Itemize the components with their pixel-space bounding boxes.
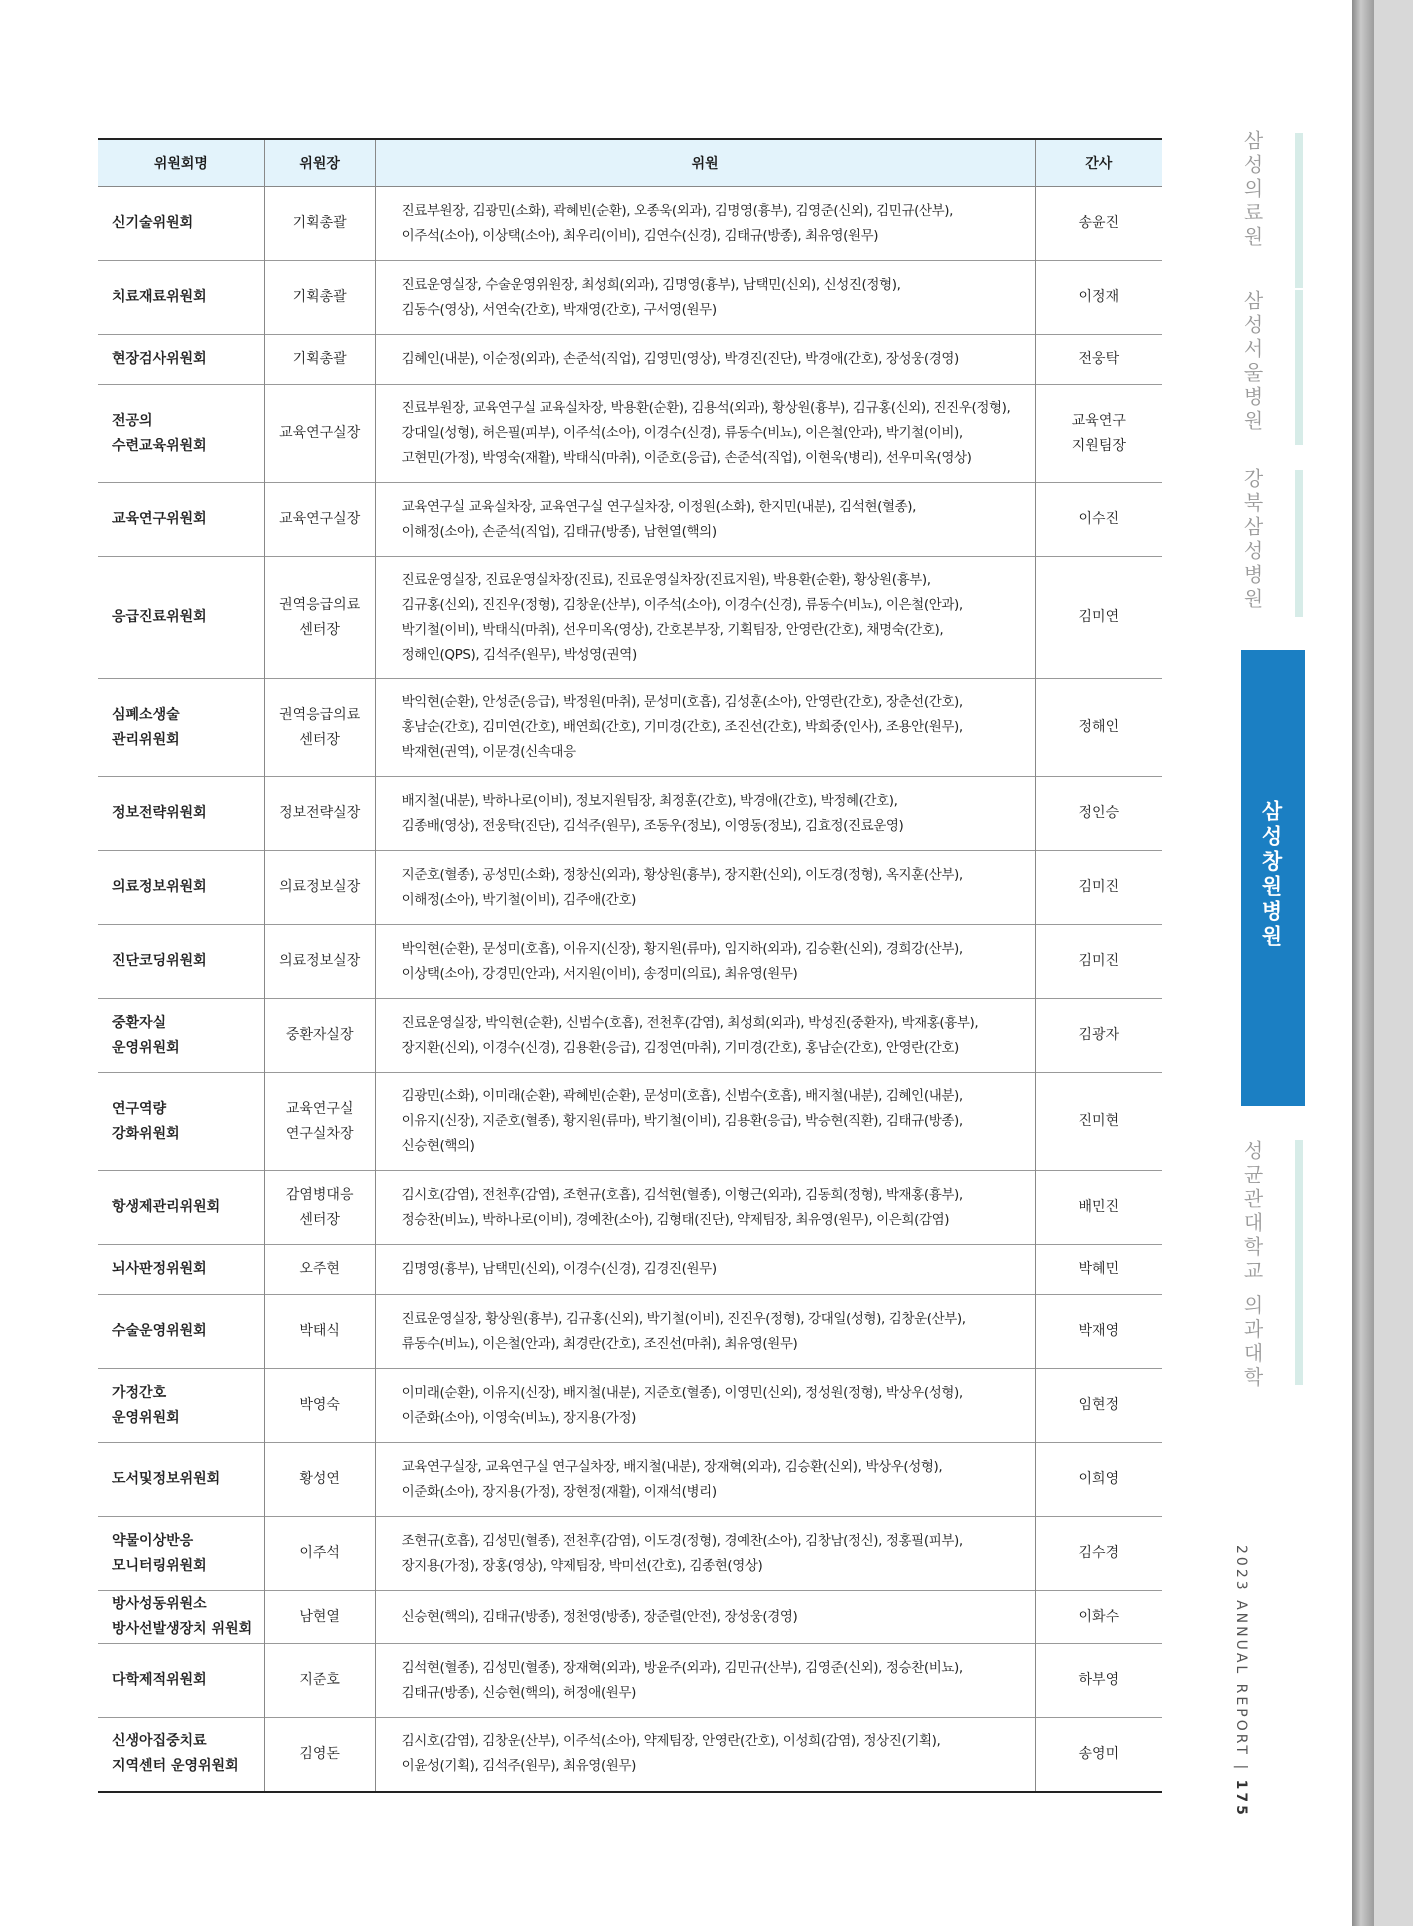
secretary-cell: 진미현 — [1035, 1073, 1162, 1171]
table-row — [98, 1295, 1162, 1369]
table-row — [98, 1369, 1162, 1443]
table-row — [98, 1644, 1162, 1718]
members-cell: 이미래(순환), 이유지(신장), 배지철(내분), 지준호(혈종), 이영민(신외), 정성원(정형), 박상우(성형), 이준화(소아), 이영숙(비뇨), 장지용(가정) — [375, 1369, 1035, 1443]
chair-cell: 기획총괄 — [264, 335, 375, 385]
committee-name-cell: 심폐소생술 관리위원회 — [98, 679, 264, 777]
members-cell: 조현규(호흡), 김성민(혈종), 전천후(감염), 이도경(정형), 경예찬(소아), 김창남(정신), 정홍필(피부), 장지용(가정), 장홍(영상), 약제팀장, 박미선(간호), 김종현(영상) — [375, 1517, 1035, 1591]
side-tab-samsung-changwon[interactable]: 삼성창원병원 — [1259, 800, 1283, 950]
members-cell: 진료운영실장, 황상원(흉부), 김규홍(신외), 박기철(이비), 진진우(정형), 강대일(성형), 김창운(산부), 류동수(비뇨), 이은철(안과), 최경란(간호), 조진선(마취), 최유영(원무) — [375, 1295, 1035, 1369]
committee-name-cell: 다학제적위원회 — [98, 1644, 264, 1718]
side-tab-skku-medicine[interactable]: 성균관대학교 의과대학 — [1240, 1140, 1264, 1391]
chair-cell: 기획총괄 — [264, 261, 375, 335]
secretary-cell: 김미진 — [1035, 925, 1162, 999]
members-cell: 진료부원장, 김광민(소화), 곽혜빈(순환), 오종욱(외과), 김명영(흉부), 김영준(신외), 김민규(산부), 이주석(소아), 이상택(소아), 최우리(이비), 김연수(신경), 김태규(방종), 최유영(원무) — [375, 187, 1035, 261]
committee-name-cell: 중환자실 운영위원회 — [98, 999, 264, 1073]
table-row — [98, 1171, 1162, 1245]
members-cell: 교육연구실장, 교육연구실 연구실차장, 배지철(내분), 장재혁(외과), 김승환(신외), 박상우(성형), 이준화(소아), 장지용(가정), 장현정(재활), 이재석(병리) — [375, 1443, 1035, 1517]
committee-name-cell: 신생아집중치료 지역센터 운영위원회 — [98, 1718, 264, 1792]
secretary-cell: 송윤진 — [1035, 187, 1162, 261]
side-tab-samsung-medical[interactable]: 삼성의료원 — [1240, 130, 1264, 250]
committee-name-cell: 약물이상반응 모니터링위원회 — [98, 1517, 264, 1591]
committee-name-cell: 신기술위원회 — [98, 187, 264, 261]
table-row — [98, 1718, 1162, 1792]
secretary-cell: 임현정 — [1035, 1369, 1162, 1443]
page-edge — [1352, 0, 1374, 1926]
tab-bar-5 — [1295, 1140, 1303, 1385]
chair-cell: 감염병대응 센터장 — [264, 1171, 375, 1245]
header-members: 위원 — [375, 139, 1035, 187]
table-row — [98, 679, 1162, 777]
table-row — [98, 1591, 1162, 1644]
members-cell: 김명영(흉부), 남택민(신외), 이경수(신경), 김경진(원무) — [375, 1245, 1035, 1295]
committee-name-cell: 정보전략위원회 — [98, 777, 264, 851]
table-row — [98, 187, 1162, 261]
secretary-cell: 이화수 — [1035, 1591, 1162, 1644]
committee-name-cell: 도서및정보위원회 — [98, 1443, 264, 1517]
header-secretary: 간사 — [1035, 139, 1162, 187]
secretary-cell: 김미연 — [1035, 557, 1162, 679]
members-cell: 김석현(혈종), 김성민(혈종), 장재혁(외과), 방윤주(외과), 김민규(산부), 김영준(신외), 정승찬(비뇨), 김태규(방종), 신승현(핵의), 허정애(원무) — [375, 1644, 1035, 1718]
secretary-cell: 이희영 — [1035, 1443, 1162, 1517]
secretary-cell: 김미진 — [1035, 851, 1162, 925]
members-cell: 김혜인(내분), 이순정(외과), 손준석(직업), 김영민(영상), 박경진(진단), 박경애(간호), 장성웅(경영) — [375, 335, 1035, 385]
committee-table — [98, 138, 1162, 1793]
secretary-cell: 이정재 — [1035, 261, 1162, 335]
committee-name-cell: 전공의 수련교육위원회 — [98, 385, 264, 483]
secretary-cell: 교육연구 지원팀장 — [1035, 385, 1162, 483]
chair-cell: 기획총괄 — [264, 187, 375, 261]
members-cell: 김시호(감염), 전천후(감염), 조현규(호흡), 김석현(혈종), 이형근(외과), 김동희(정형), 박재홍(흉부), 정승찬(비뇨), 박하나로(이비), 경예찬(소아), 김형태(진단), 약제팀장, 최유영(원무), 이은희(감염) — [375, 1171, 1035, 1245]
chair-cell: 황성연 — [264, 1443, 375, 1517]
chair-cell: 권역응급의료 센터장 — [264, 679, 375, 777]
members-cell: 진료운영실장, 수술운영위원장, 최성희(외과), 김명영(흉부), 남택민(신외), 신성진(정형), 김동수(영상), 서연숙(간호), 박재영(간호), 구서영(원무) — [375, 261, 1035, 335]
secretary-cell: 박혜민 — [1035, 1245, 1162, 1295]
committee-name-cell: 뇌사판정위원회 — [98, 1245, 264, 1295]
chair-cell: 권역응급의료 센터장 — [264, 557, 375, 679]
table-row — [98, 999, 1162, 1073]
chair-cell: 이주석 — [264, 1517, 375, 1591]
secretary-cell: 이수진 — [1035, 483, 1162, 557]
committee-name-cell: 의료정보위원회 — [98, 851, 264, 925]
tab-bar-1 — [1295, 133, 1303, 288]
secretary-cell: 정인승 — [1035, 777, 1162, 851]
members-cell: 신승현(핵의), 김태규(방종), 정천영(방종), 장준렬(안전), 장성웅(경영) — [375, 1591, 1035, 1644]
table-row — [98, 1443, 1162, 1517]
chair-cell: 박영숙 — [264, 1369, 375, 1443]
table-row — [98, 1245, 1162, 1295]
footer-separator: | — [1233, 1764, 1249, 1773]
members-cell: 배지철(내분), 박하나로(이비), 정보지원팀장, 최정훈(간호), 박경애(간호), 박정혜(간호), 김종배(영상), 전웅탁(진단), 김석주(원무), 조동우(정보), 이영동(정보), 김효정(진료운영) — [375, 777, 1035, 851]
table-row — [98, 261, 1162, 335]
table-row — [98, 1517, 1162, 1591]
table-row — [98, 777, 1162, 851]
committee-name-cell: 응급진료위원회 — [98, 557, 264, 679]
members-cell: 김시호(감염), 김창운(산부), 이주석(소아), 약제팀장, 안영란(간호), 이성희(감염), 정상진(기획), 이윤성(기획), 김석주(원무), 최유영(원무) — [375, 1718, 1035, 1792]
committee-name-cell: 교육연구위원회 — [98, 483, 264, 557]
secretary-cell: 김광자 — [1035, 999, 1162, 1073]
table-row — [98, 335, 1162, 385]
committee-name-cell: 가정간호 운영위원회 — [98, 1369, 264, 1443]
chair-cell: 교육연구실장 — [264, 483, 375, 557]
chair-cell: 중환자실장 — [264, 999, 375, 1073]
chair-cell: 박태식 — [264, 1295, 375, 1369]
table-row — [98, 483, 1162, 557]
secretary-cell: 송영미 — [1035, 1718, 1162, 1792]
page-number: 175 — [1233, 1779, 1249, 1818]
side-tab-samsung-seoul[interactable]: 삼성서울병원 — [1240, 290, 1264, 434]
secretary-cell: 배민진 — [1035, 1171, 1162, 1245]
secretary-cell: 김수경 — [1035, 1517, 1162, 1591]
chair-cell: 의료정보실장 — [264, 925, 375, 999]
header-committee: 위원회명 — [98, 139, 264, 187]
secretary-cell: 전웅탁 — [1035, 335, 1162, 385]
members-cell: 진료부원장, 교육연구실 교육실차장, 박용환(순환), 김용석(외과), 황상원(흉부), 김규홍(신외), 진진우(정형), 강대일(성형), 허은필(피부), 이주석(소아), 이경수(신경), 류동수(비뇨), 이은철(안과), 박기철(이비), 고현민(가정), 박영숙(재활), 박태식(마취), 이준호(응급), 손준석(직업), 이현욱(병리), 선우미옥(영상) — [375, 385, 1035, 483]
members-cell: 교육연구실 교육실차장, 교육연구실 연구실차장, 이정원(소화), 한지민(내분), 김석현(혈종), 이해정(소아), 손준석(직업), 김태규(방종), 남현열(핵의) — [375, 483, 1035, 557]
chair-cell: 교육연구실장 — [264, 385, 375, 483]
chair-cell: 의료정보실장 — [264, 851, 375, 925]
members-cell: 진료운영실장, 진료운영실차장(진료), 진료운영실차장(진료지원), 박용환(순환), 황상원(흉부), 김규홍(신외), 진진우(정형), 김창운(산부), 이주석(소아), 이경수(신경), 류동수(비뇨), 이은철(안과), 박기철(이비), 박태식(마취), 선우미옥(영상), 간호본부장, 기획팀장, 안영란(간호), 채명숙(간호), 정해인(QPS), 김석주(원무), 박성영(권역) — [375, 557, 1035, 679]
chair-cell: 정보전략실장 — [264, 777, 375, 851]
chair-cell: 김영돈 — [264, 1718, 375, 1792]
committee-name-cell: 진단코딩위원회 — [98, 925, 264, 999]
table-row — [98, 925, 1162, 999]
page-footer — [1233, 1545, 1249, 1818]
chair-cell: 지준호 — [264, 1644, 375, 1718]
committee-name-cell: 항생제관리위원회 — [98, 1171, 264, 1245]
table-row — [98, 385, 1162, 483]
secretary-cell: 하부영 — [1035, 1644, 1162, 1718]
table-row — [98, 557, 1162, 679]
side-tab-kangbuk-samsung[interactable]: 강북삼성병원 — [1240, 468, 1264, 612]
secretary-cell: 정해인 — [1035, 679, 1162, 777]
chair-cell: 교육연구실 연구실차장 — [264, 1073, 375, 1171]
table-row — [98, 1073, 1162, 1171]
committee-name-cell: 방사성동위원소 방사선발생장치 위원회 — [98, 1591, 264, 1644]
header-chair: 위원장 — [264, 139, 375, 187]
table-row — [98, 851, 1162, 925]
members-cell: 박익현(순환), 문성미(호흡), 이유지(신장), 황지원(류마), 임지하(외과), 김승환(신외), 경희강(산부), 이상택(소아), 강경민(안과), 서지원(이비), 송정미(의료), 최유영(원무) — [375, 925, 1035, 999]
table-header-row — [98, 139, 1162, 187]
members-cell: 김광민(소화), 이미래(순환), 곽혜빈(순환), 문성미(호흡), 신범수(호흡), 배지철(내분), 김혜인(내분), 이유지(신장), 지준호(혈종), 황지원(류마), 박기철(이비), 김용환(응급), 박승현(직환), 김태규(방종), 신승현(핵의) — [375, 1073, 1035, 1171]
committee-name-cell: 치료재료위원회 — [98, 261, 264, 335]
members-cell: 지준호(혈종), 공성민(소화), 정창신(외과), 황상원(흉부), 장지환(신외), 이도경(정형), 옥지훈(산부), 이해정(소아), 박기철(이비), 김주애(간호) — [375, 851, 1035, 925]
chair-cell: 남현열 — [264, 1591, 375, 1644]
members-cell: 진료운영실장, 박익현(순환), 신범수(호흡), 전천후(감염), 최성희(외과), 박성진(중환자), 박재홍(흉부), 장지환(신외), 이경수(신경), 김용환(응급), 김정연(마취), 기미경(간호), 홍남순(간호), 안영란(간호) — [375, 999, 1035, 1073]
members-cell: 박익현(순환), 안성준(응급), 박정원(마취), 문성미(호흡), 김성훈(소아), 안영란(간호), 장춘선(간호), 홍남순(간호), 김미연(간호), 배연희(간호), 기미경(간호), 조진선(간호), 박희중(인사), 조용안(원무), 박재현(권역), 이문경(신속대응 — [375, 679, 1035, 777]
secretary-cell: 박재영 — [1035, 1295, 1162, 1369]
report-title: 2023 ANNUAL REPORT — [1233, 1545, 1249, 1757]
committee-name-cell: 연구역량 강화위원회 — [98, 1073, 264, 1171]
tab-bar-3 — [1295, 470, 1303, 617]
committee-name-cell: 현장검사위원회 — [98, 335, 264, 385]
committee-name-cell: 수술운영위원회 — [98, 1295, 264, 1369]
chair-cell: 오주현 — [264, 1245, 375, 1295]
tab-bar-2 — [1295, 290, 1303, 445]
